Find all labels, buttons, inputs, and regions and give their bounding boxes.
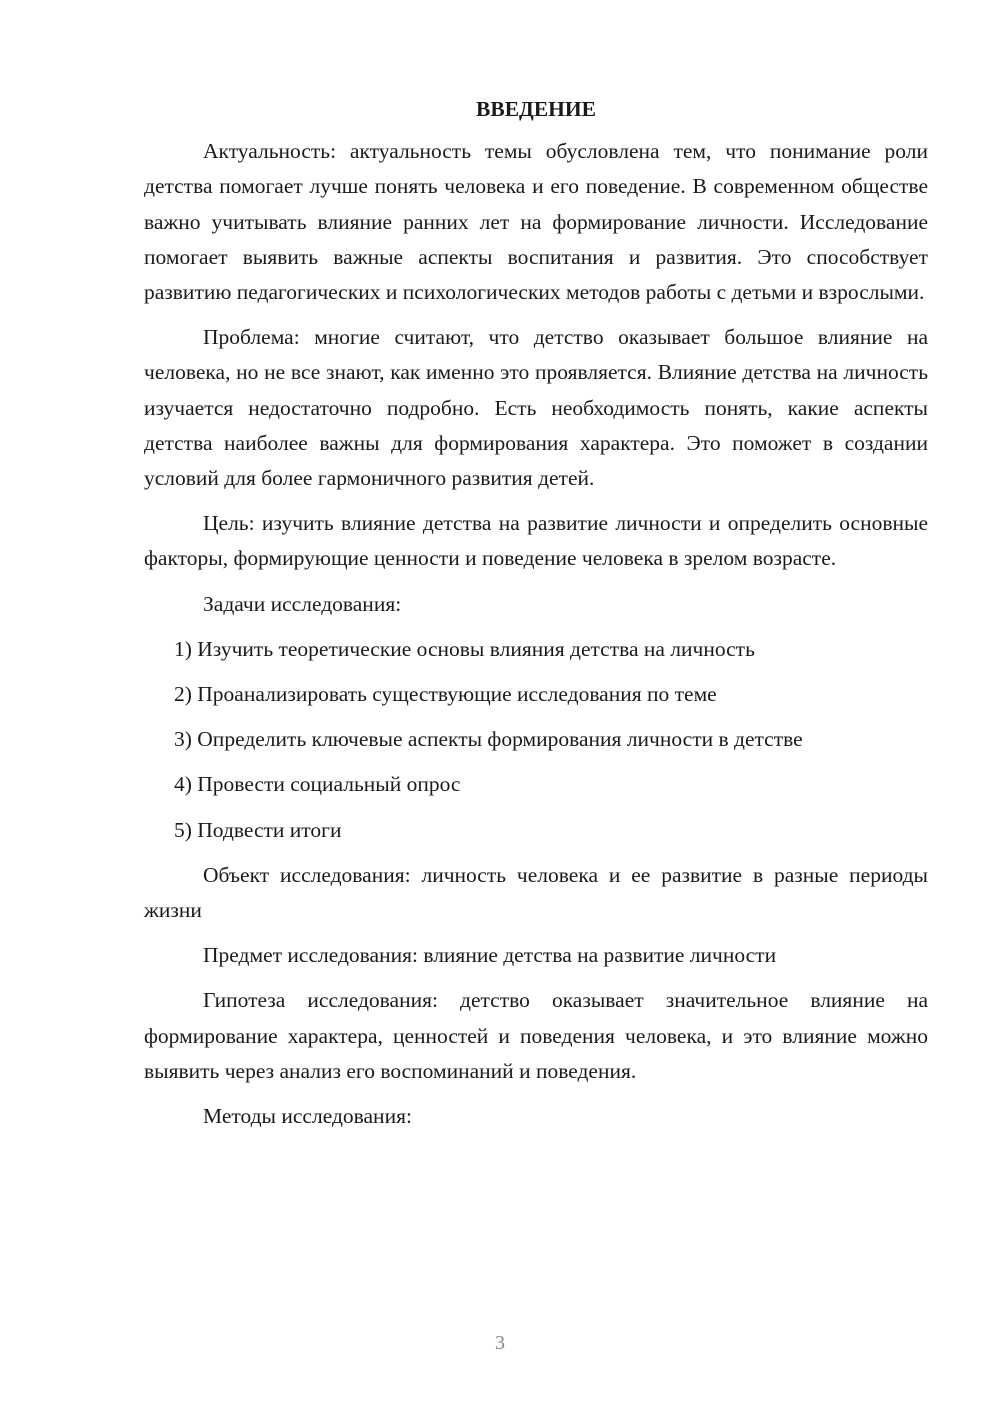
page-title: ВВЕДЕНИЕ	[476, 97, 596, 121]
problem-paragraph: Проблема: многие считают, что детство оказывает большое влияние на человека, но не все знают, как именно это проявляется. Влияние детства на личность изучается недостаточно подробно. Есть необходимость понять, какие аспекты детства наиболее важны для формирования характера. Это поможет в создании условий для более гармоничного развития детей.	[144, 325, 928, 491]
goal-paragraph: Цель: изучить влияние детства на развитие личности и определить основные факторы, формирующие ценности и поведение человека в зрелом возрасте.	[144, 511, 928, 571]
task-item: 3) Определить ключевые аспекты формирования личности в детстве	[174, 727, 803, 752]
task-item: 5) Подвести итоги	[174, 817, 342, 842]
page-content	[144, 92, 928, 1144]
task-item: 4) Провести социальный опрос	[174, 772, 461, 797]
task-item: 2) Проанализировать существующие исследования по теме	[174, 682, 717, 707]
methods-heading: Методы исследования:	[203, 1104, 412, 1129]
subject-paragraph: Предмет исследования: влияние детства на развитие личности	[203, 943, 777, 968]
tasks-heading: Задачи исследования:	[203, 591, 402, 616]
hypothesis-paragraph: Гипотеза исследования: детство оказывает значительное влияние на формирование характера, ценностей и поведения человека, и это влияние можно выявить через анализ его воспоминаний и поведения.	[144, 988, 928, 1083]
task-item: 1) Изучить теоретические основы влияния детства на личность	[174, 636, 755, 661]
relevance-paragraph: Актуальность: актуальность темы обусловлена тем, что понимание роли детства помогает лучше понять человека и его поведение. В современном обществе важно учитывать влияние ранних лет на формирование личности. Исследование помогает выявить важные аспекты воспитания и развития. Это способствует развитию педагогических и психологических методов работы с детьми и взрослыми.	[144, 139, 928, 305]
page-number: 3	[495, 1332, 505, 1354]
object-paragraph: Объект исследования: личность человека и ее развитие в разные периоды жизни	[144, 862, 928, 923]
